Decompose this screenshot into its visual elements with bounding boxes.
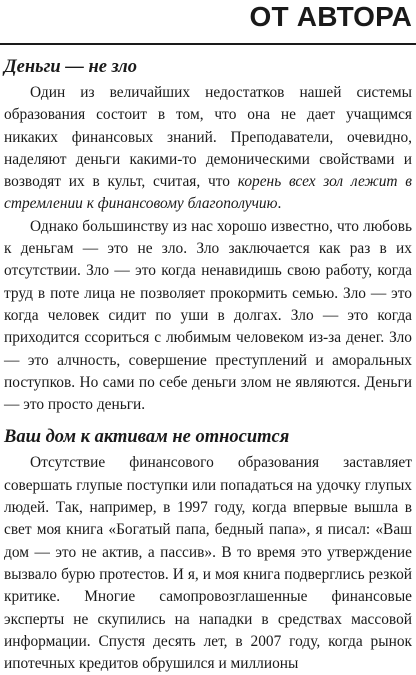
section-heading-house-not-asset: Ваш дом к активам не относится <box>4 427 290 448</box>
paragraph: Однако большинству из нас хорошо известно, что любовь к деньгам — это не зло. Зло заключается как раз в их отсутствии. Зло — это когда ненавидишь свою работу, когда труд в поте лица не позволяет прокормить семью. Зло — это когда человек сидит по уши в долгах. Зло — это когда приходится ссориться с любимым человеком из-за денег. Зло — это алчность, совершение преступлений и аморальных поступков. Но сами по себе деньги злом не являются. Деньги — это просто деньги. <box>4 217 412 414</box>
chapter-title: ОТ АВТОРА <box>249 1 412 32</box>
section-heading-money-not-evil: Деньги — не зло <box>4 57 138 77</box>
title-divider <box>0 43 416 45</box>
paragraph-text: Один из величайших недостатков нашей системы образования состоит в том, что она не дает учащимся никаких финансовых знаний. Преподаватели, очевидно, наделяют деньги какими-то демоническими свойствами и возводят их в культ, считая, что <box>4 84 412 191</box>
paragraph-text-end: . <box>277 195 282 213</box>
emphasized-quote: корень всех зол лежит в стремлении к финансовому благополучию <box>4 173 412 213</box>
page-body <box>4 52 412 675</box>
paragraph <box>4 82 412 216</box>
paragraph: Отсутствие финансового образования заставляет совершать глупые поступки или попадаться на удочку глупых людей. Так, например, в 1997 году, когда впервые вышла в свет моя книга «Богатый папа, бедный папа», я писал: «Ваш дом — это не актив, а пассив». В то время это утверждение вызвало бурю протестов. И я, и моя книга подверглись резкой критике. Многие самопровозглашенные финансовые эксперты не скупились на нападки в средствах массовой информации. Спустя десять лет, в 2007 году, когда рынок ипотечных кредитов обрушился и миллионы <box>4 454 412 673</box>
